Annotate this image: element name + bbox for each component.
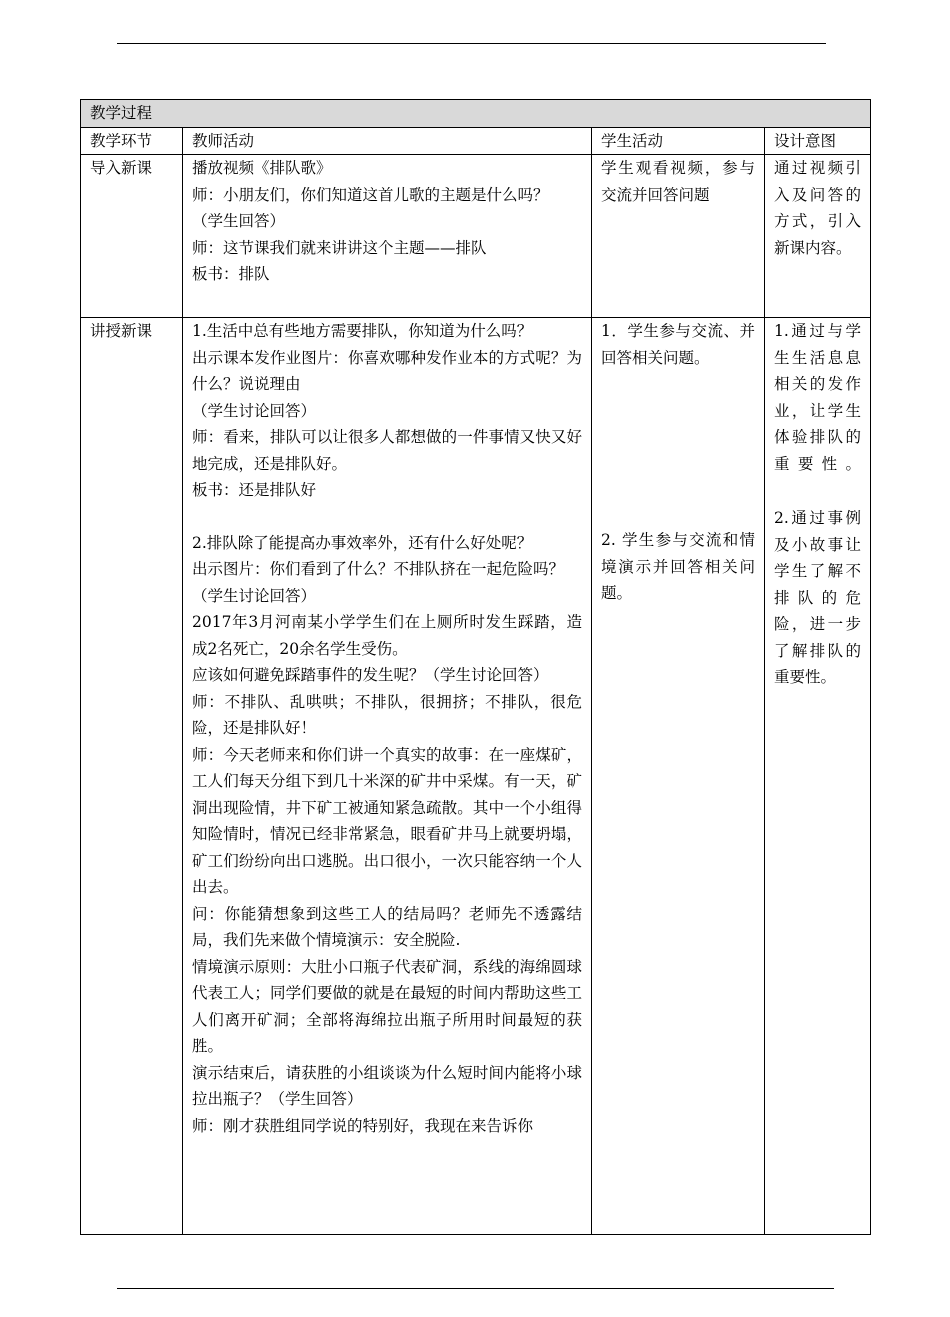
header-student-activity: 学生活动 bbox=[592, 127, 765, 155]
teacher-line: 演示结束后，请获胜的小组谈谈为什么短时间内能将小球拉出瓶子？（学生回答） bbox=[192, 1063, 582, 1108]
teaching-process-table bbox=[80, 99, 871, 1235]
teacher-activity-cell bbox=[183, 155, 592, 318]
teacher-line: 师：看来，排队可以让很多人都想做的一件事情又快又好地完成，还是排队好。 bbox=[192, 428, 582, 473]
teacher-line: 情境演示原则：大肚小口瓶子代表矿洞，系线的海绵圆球代表工人；同学们要做的就是在最短的时间内帮助这些工人们离开矿洞；全部将海绵拉出瓶子所用时间最短的获胜。 bbox=[192, 957, 582, 1055]
teacher-line: （学生回答） bbox=[192, 212, 286, 230]
student-line: 2. 学生参与交流和情境演示并回答相关问题。 bbox=[601, 531, 755, 602]
section-title: 教学过程 bbox=[81, 100, 871, 128]
teacher-line: 应该如何避免踩踏事件的发生呢？（学生讨论回答） bbox=[192, 666, 549, 684]
teacher-line: 播放视频《排队歌》 bbox=[192, 159, 332, 177]
student-line: 学生观看视频，参与交流并回答问题 bbox=[601, 159, 755, 204]
footer-rule bbox=[117, 1288, 834, 1289]
header-rule bbox=[117, 43, 826, 44]
table-row bbox=[81, 155, 871, 318]
spacer bbox=[774, 477, 861, 505]
teacher-line: （学生讨论回答） bbox=[192, 586, 317, 605]
teacher-line: 师：不排队、乱哄哄；不排队，很拥挤；不排队，很危险，还是排队好！ bbox=[192, 692, 582, 737]
teacher-activity-cell bbox=[183, 318, 592, 1235]
teacher-line: （学生讨论回答） bbox=[192, 401, 317, 420]
teacher-line: 板书：还是排队好 bbox=[192, 481, 317, 499]
teacher-line: 师：这节课我们就来讲讲这个主题——排队 bbox=[192, 238, 487, 257]
teacher-line: 问：你能猜想象到这些工人的结局吗？老师先不透露结局，我们先来做个情境演示：安全脱险. bbox=[192, 904, 582, 949]
intent-line: 通过视频引入及问答的方式，引入新课内容。 bbox=[774, 159, 862, 257]
design-intent-cell bbox=[765, 318, 871, 1235]
stage-cell: 导入新课 bbox=[81, 155, 183, 318]
student-line: 1．学生参与交流、并回答相关问题。 bbox=[601, 322, 755, 367]
table-row bbox=[81, 318, 871, 1235]
intent-line: 1.通过与学生生活息息相关的发作业，让学生体验排队的重要性。 bbox=[774, 322, 862, 473]
teacher-line: 出示课本发作业图片：你喜欢哪种发作业本的方式呢？为什么？说说理由 bbox=[192, 348, 582, 393]
teacher-line: 师：今天老师来和你们讲一个真实的故事：在一座煤矿，工人们每天分组下到几十米深的矿井中采煤。有一天，矿洞出现险情，井下矿工被通知紧急疏散。其中一个小组得知险情时，情况已经非常紧急，眼看矿井马上就要坍塌，矿工们纷纷向出口逃脱。出口很小，一次只能容纳一个人出去。 bbox=[192, 745, 582, 896]
teacher-line: 师：小朋友们，你们知道这首儿歌的主题是什么吗？ bbox=[192, 185, 549, 204]
student-activity-cell bbox=[592, 155, 765, 318]
stage-cell: 讲授新课 bbox=[81, 318, 183, 1235]
header-teacher-activity: 教师活动 bbox=[183, 127, 592, 155]
teacher-line: 出示图片：你们看到了什么？不排队挤在一起危险吗？ bbox=[192, 560, 565, 578]
header-stage: 教学环节 bbox=[81, 127, 183, 155]
spacer bbox=[192, 504, 582, 530]
teacher-line: 板书：排队 bbox=[192, 265, 270, 283]
teacher-line: 2017年3月河南某小学学生们在上厕所时发生踩踏，造成2名死亡，20余名学生受伤。 bbox=[192, 613, 582, 658]
student-activity-cell bbox=[592, 318, 765, 1235]
header-design-intent: 设计意图 bbox=[765, 127, 871, 155]
teacher-line: 1.生活中总有些地方需要排队，你知道为什么吗？ bbox=[192, 322, 533, 340]
design-intent-cell bbox=[765, 155, 871, 318]
teacher-line: 师：刚才获胜组同学说的特别好，我现在来告诉你 bbox=[192, 1116, 534, 1135]
spacer bbox=[601, 371, 755, 527]
intent-line: 2.通过事例及小故事让学生了解不排队的危险，进一步了解排队的重要性。 bbox=[774, 509, 862, 686]
teacher-line: 2.排队除了能提高办事效率外，还有什么好处呢？ bbox=[192, 533, 533, 552]
